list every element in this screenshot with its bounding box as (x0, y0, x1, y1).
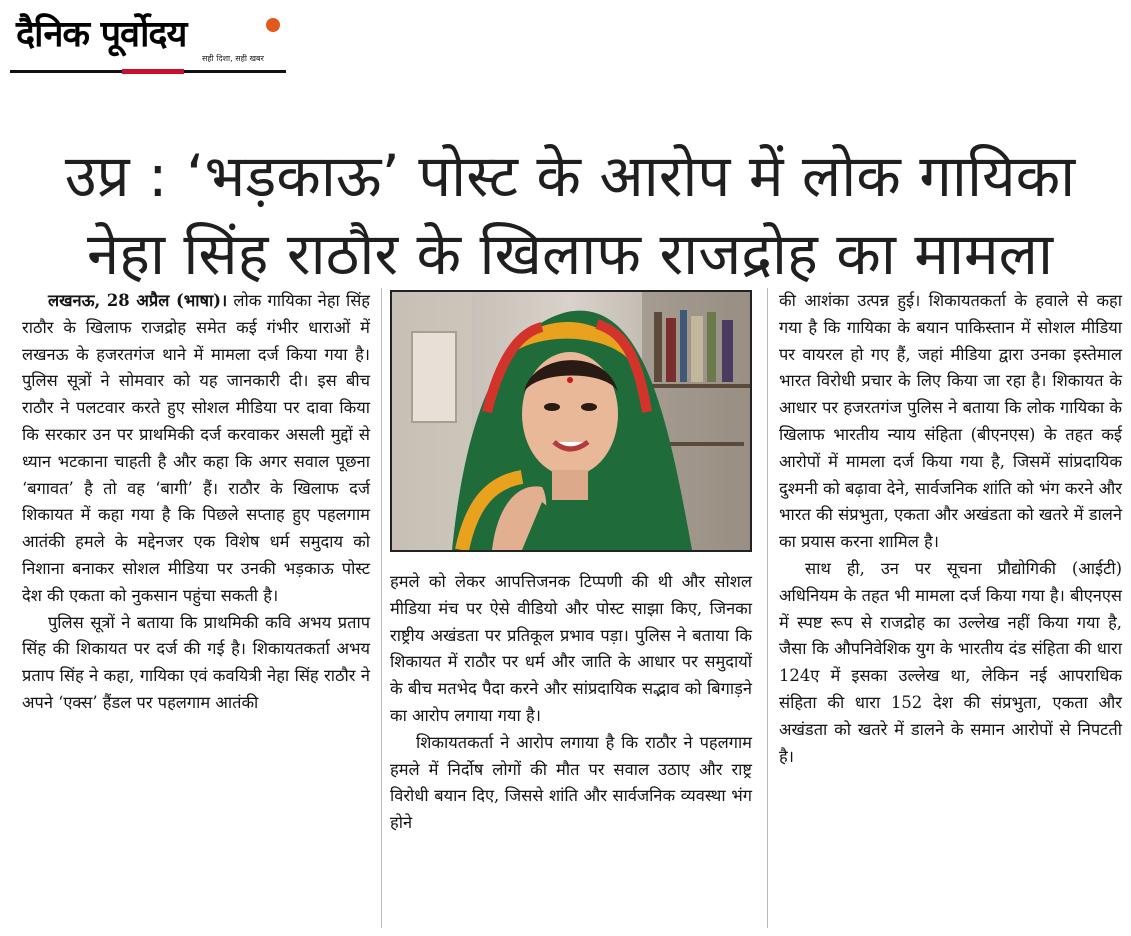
newspaper-logo: दैनिक पूर्वोदय (16, 14, 187, 55)
article-paragraph: शिकायतकर्ता ने आरोप लगाया है कि राठौर ने पहलगाम हमले में निर्दोष लोगों की मौत पर सवाल उठाए और राष्ट्र विरोधी बयान दिए, जिससे शांति और सार्वजनिक व्यवस्था भंग होने (390, 732, 752, 833)
column-divider (767, 288, 768, 928)
logo-tagline: सही दिशा, सही खबर (202, 54, 264, 63)
article-column-2 (390, 569, 752, 837)
article-column-1 (22, 288, 370, 717)
headline-line-2: नेहा सिंह राठौर के खिलाफ राजद्रोह का मामला (86, 219, 1054, 288)
column-divider (381, 288, 382, 928)
article-column-3 (779, 288, 1122, 770)
masthead (10, 4, 290, 74)
article-paragraph: साथ ही, उन पर सूचना प्रौद्योगिकी (आईटी) अधिनियम के तहत भी मामला दर्ज किया गया है। बीएनएस में स्पष्ट रूप से राजद्रोह का उल्लेख नहीं किया गया है, जैसा कि औपनिवेशिक युग के भारतीय दंड संहिता की धारा 124ए में इसका उल्लेख था, लेकिन नई आपराधिक संहिता की धारा 152 देश की संप्रभुता, एकता और अखंडता को खतरे में डालने के समान आरोपों से निपटती है। (779, 558, 1122, 766)
article-paragraph: हमले को लेकर आपत्तिजनक टिप्पणी की थी और सोशल मीडिया मंच पर ऐसे वीडियो और पोस्ट साझा किए, जिनका राष्ट्रीय अखंडता पर प्रतिकूल प्रभाव पड़ा। पुलिस ने बताया कि शिकायत में राठौर पर धर्म और जाति के आधार पर समुदायों के बीच मतभेद पैदा करने और सांप्रदायिक सद्भाव को बिगाड़ने का आरोप लगाया गया है। (390, 572, 752, 725)
article-paragraph: पुलिस सूत्रों ने बताया कि प्राथमिकी कवि अभय प्रताप सिंह की शिकायत पर दर्ज की गई है। शिकायतकर्ता अभय प्रताप सिंह ने कहा, गायिका एवं कवयित्री नेहा सिंह राठौर ने अपने ‘एक्स’ हैंडल पर पहलगाम आतंकी (22, 612, 370, 712)
headline-line-1: उप्र : ‘भड़काऊ’ पोस्ट के आरोप में लोक गायिका (64, 141, 1076, 210)
logo-dot-icon (266, 18, 280, 32)
paragraph-text: लोक गायिका नेहा सिंह राठौर के खिलाफ राजद्रोह समेत कई गंभीर धाराओं में लखनऊ के हजरतगंज थाने में मामला दर्ज किया गया है। पुलिस सूत्रों ने सोमवार को यह जानकारी दी। इस बीच राठौर ने पलटवार करते हुए सोशल मीडिया पर दावा किया कि सरकार उन पर प्राथमिकी दर्ज करवाकर असली मुद्दों से ध्यान भटकाना चाहती है और कहा कि अगर सवाल पूछना ‘बगावत’ है तो वह ‘बागी’ हैं। राठौर के खिलाफ दर्ज शिकायत में कहा गया है कि पिछले सप्ताह हुए पहलगाम आतंकी हमले के मद्देनजर एक विशेष धर्म समुदाय को निशाना बनाकर सोशल मीडिया पर उनकी भड़काऊ पोस्ट देश की एकता को नुकसान पहुंचा सकती है। (22, 291, 370, 605)
dateline: लखनऊ, 28 अप्रैल (भाषा)। (48, 291, 228, 310)
headline (30, 137, 1110, 293)
article-photo (390, 290, 752, 552)
article-paragraph (22, 288, 370, 610)
article-paragraph: की आशंका उत्पन्न हुई। शिकायतकर्ता के हवाले से कहा गया है कि गायिका के बयान पाकिस्तान में सोशल मीडिया पर वायरल हो गए हैं, जहां मीडिया द्वारा उनका इस्तेमाल भारत विरोधी प्रचार के लिए किया जा रहा है। शिकायत के आधार पर हजरतगंज पुलिस ने बताया कि लोक गायिका के खिलाफ भारतीय न्याय संहिता (बीएनएस) के तहत कई आरोपों में मामला दर्ज किया गया है, जिसमें सांप्रदायिक दुश्मनी को बढ़ावा देने, सार्वजनिक शांति को भंग करने और भारत की संप्रभुता, एकता और अखंडता को खतरे में डालने का प्रयास करना शामिल है। (779, 291, 1122, 552)
masthead-red-bar (122, 69, 184, 74)
singer-portrait-image (392, 292, 750, 550)
